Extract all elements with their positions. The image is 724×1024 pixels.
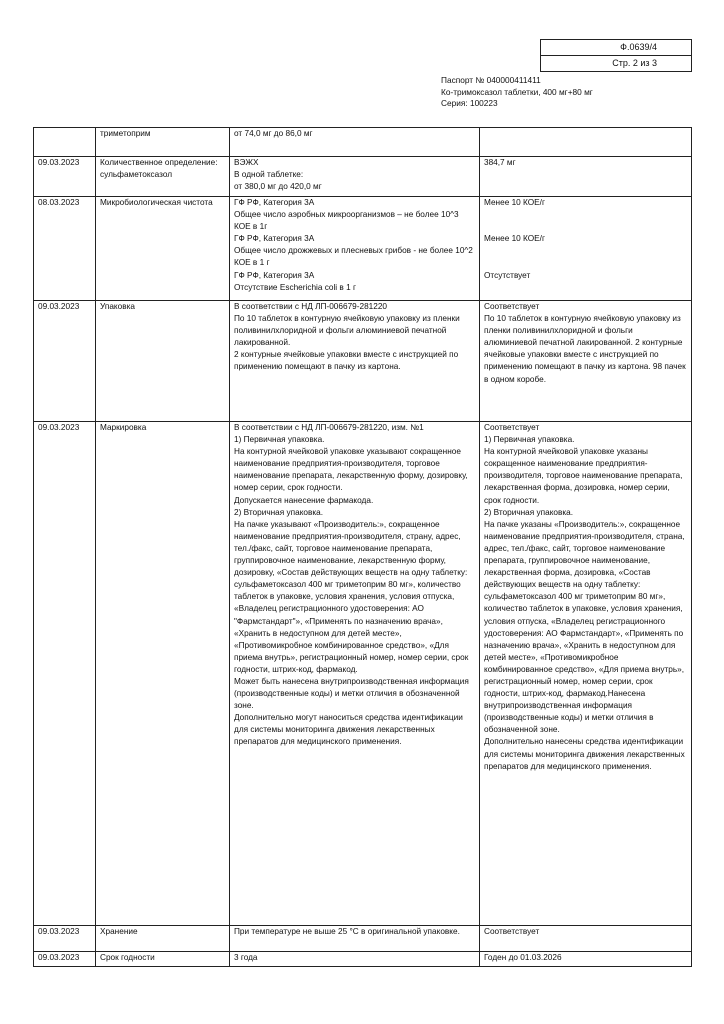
test-result-line: 2) Вторичная упаковка. (484, 507, 574, 517)
test-requirement-line: При температуре не выше 25 °С в оригинальной упаковке. (234, 927, 460, 936)
test-date: 09.03.2023 (34, 422, 96, 926)
test-requirement-line: В одной таблетке: (234, 170, 304, 180)
test-requirement (230, 422, 480, 926)
test-requirement-line: от 380,0 мг до 420,0 мг (234, 182, 322, 192)
form-code: Ф.0639/4 (620, 42, 657, 52)
test-requirement-line: от 74,0 мг до 86,0 мг (234, 129, 313, 138)
test-requirement-line: Отсутствие Escherichia coli в 1 г (234, 282, 356, 292)
test-requirement-line: ГФ РФ, Категория 3А (234, 198, 315, 207)
test-requirement-line: По 10 таблеток в контурную ячейковую упаковку из пленки поливинилхлоридной и фольги алюминиевой печатной лакированной. (234, 314, 460, 348)
test-date: 09.03.2023 (34, 157, 96, 197)
test-name (96, 197, 230, 301)
test-result-line (484, 209, 687, 221)
test-result (480, 301, 692, 422)
test-name-line: Маркировка (100, 423, 147, 432)
product-name: Ко-тримоксазол таблетки, 400 мг+80 мг (441, 86, 593, 97)
test-result-line: Соответствует (484, 423, 540, 432)
test-requirement-line: Общее число дрожжевых и плесневых грибов - не более 10^2 КОЕ в 1 г (234, 246, 473, 268)
test-name (96, 926, 230, 952)
test-result-line: Отсутствует (484, 270, 531, 280)
test-requirement-line: 3 года (234, 953, 258, 962)
test-date: 09.03.2023 (34, 952, 96, 967)
table-row (34, 926, 692, 952)
table-row (34, 301, 692, 422)
test-requirement-line: ГФ РФ, Категория 3А (234, 270, 315, 280)
test-result-line: По 10 таблеток в контурную ячейковую упаковку из пленки поливинилхлоридной и фольги алюминиевой печатной лакированной. 2 контурные ячейковые упаковки вместе с инструкцией по применению помещают в пачку из картона. 98 пачек в одном коробе. (484, 314, 686, 384)
test-requirement-line: 2) Вторичная упаковка. (234, 507, 324, 517)
test-date (34, 128, 96, 157)
test-requirement-line: В соответствии с НД ЛП-006679-281220 (234, 302, 388, 311)
test-date: 09.03.2023 (34, 926, 96, 952)
test-requirement (230, 926, 480, 952)
table-row (34, 422, 692, 926)
test-result-line: Годен до 01.03.2026 (484, 953, 562, 962)
passport-number: Паспорт № 040000411411 (441, 75, 541, 85)
test-name-line: Микробиологическая чистота (100, 198, 213, 207)
test-requirement (230, 128, 480, 157)
test-requirement (230, 301, 480, 422)
test-requirement-line: Общее число аэробных микроорганизмов – не более 10^3 КОЕ в 1г (234, 210, 459, 232)
test-name-line: Упаковка (100, 302, 135, 311)
test-result-line: Дополнительно нанесены средства идентификации для системы мониторинга движения лекарственных препаратов для медицинского применения. (484, 737, 685, 771)
test-requirement-line: На пачке указывают «Производитель:», сокращенное наименование предприятия-производителя, страну, адрес, тел./факс, сайт, торговое наименование препарата, группировочное наименование, лекарственную форму, дозировку, «Состав действующих веществ на одну таблетку: сульфаметоксазол 400 мг триметоприм 80 мг», количество таблеток в упаковке, условия хранения, условия отпуска, «Владелец регистрационного удостоверения: АО "Фармстандарт"», «Применять по назначению врача», «Хранить в недоступном для детей месте», «Противомикробное комбинированное средство», «Для приема внутрь», регистрационный номер, номер серии, срок годности, штрих-код, фармакод. (234, 519, 469, 674)
test-result-line (484, 128, 687, 140)
test-name-line: Срок годности (100, 953, 155, 962)
test-requirement-line: На контурной ячейковой упаковке указывают сокращенное наименование предприятия-производителя, торговое наименование препарата, лекарственную форму, дозировку, номер серии, срок годности. (234, 447, 468, 493)
test-result-line (484, 257, 687, 269)
test-name (96, 157, 230, 197)
test-name (96, 952, 230, 967)
test-requirement (230, 157, 480, 197)
test-name (96, 301, 230, 422)
test-result-line: Соответствует (484, 927, 540, 936)
series-number: Серия: 100223 (441, 98, 498, 109)
test-result-line (484, 221, 687, 233)
test-requirement-line: Дополнительно могут наноситься средства идентификации для системы мониторинга движения лекарственных препаратов для медицинского применения. (234, 713, 463, 747)
table-row (34, 952, 692, 967)
test-date: 09.03.2023 (34, 301, 96, 422)
results-table (33, 127, 692, 967)
test-requirement-line: ГФ РФ, Категория 3А (234, 234, 315, 244)
test-result-line: На пачке указаны «Производитель:», сокращенное наименование предприятия-производителя, страна, адрес, тел./факс, сайт, торговое наименование препарата, группировочное наименование, лекарственная форма, дозировка, «Состав действующих веществ на одну таблетку: сульфаметоксазол 400 мг триметоприм 80 мг», количество таблеток в упаковке, условия хранения, условия отпуска, «Владелец регистрационного удостоверения: АО Фармстандарт», «Применять по назначению врача», «Хранить в недоступном для детей месте», «Противомикробное комбинированное средство», «Для приема внутрь», регистрационный номер, номер серии, срок годности, штрих-код, фармакод.Нанесена внутрипроизводственная информация (производственные коды) и метки отличия в обозначенной зоне. (484, 519, 685, 735)
test-requirement-line: ВЭЖХ (234, 158, 259, 167)
test-date: 08.03.2023 (34, 197, 96, 301)
test-name-line: триметоприм (100, 129, 151, 138)
test-name-line: Хранение (100, 927, 138, 936)
test-result-line: 1) Первичная упаковка. (484, 435, 575, 445)
test-result-line: Соответствует (484, 302, 540, 311)
table-row (34, 128, 692, 157)
test-result-line: На контурной ячейковой упаковке указаны сокращенное наименование предприятия-производителя, торговое наименование препарата, лекарственная форма, дозировка, номер серии, срок годности. (484, 447, 683, 505)
test-name-line: Количественное определение: (100, 158, 218, 167)
test-requirement-line: Может быть нанесена внутрипроизводственная информация (производственные коды) и метки отличия в обозначенной зоне. (234, 676, 469, 711)
test-result (480, 197, 692, 301)
test-result (480, 952, 692, 967)
test-result (480, 926, 692, 952)
test-result-line (484, 245, 687, 257)
test-name-line: сульфаметоксазол (100, 170, 173, 180)
table-row (34, 157, 692, 197)
document-header (441, 75, 593, 110)
test-requirement-line: Допускается нанесение фармакода. (234, 495, 374, 505)
test-requirement-line: 2 контурные ячейковые упаковки вместе с инструкцией по применению помещают в пачку из картона. (234, 350, 459, 372)
test-result (480, 157, 692, 197)
test-result-line: Менее 10 КОЕ/г (484, 198, 545, 207)
test-result (480, 128, 692, 157)
table-row (34, 197, 692, 301)
test-result (480, 422, 692, 926)
page-number: Стр. 2 из 3 (541, 55, 691, 71)
test-name (96, 128, 230, 157)
test-result-line: 384,7 мг (484, 158, 516, 167)
test-name (96, 422, 230, 926)
form-code-box (540, 39, 692, 72)
test-result-line: Менее 10 КОЕ/г (484, 234, 545, 244)
test-requirement (230, 952, 480, 967)
test-requirement-line: 1) Первичная упаковка. (234, 435, 325, 445)
test-requirement-line: В соответствии с НД ЛП-006679-281220, изм. №1 (234, 423, 424, 432)
test-requirement (230, 197, 480, 301)
